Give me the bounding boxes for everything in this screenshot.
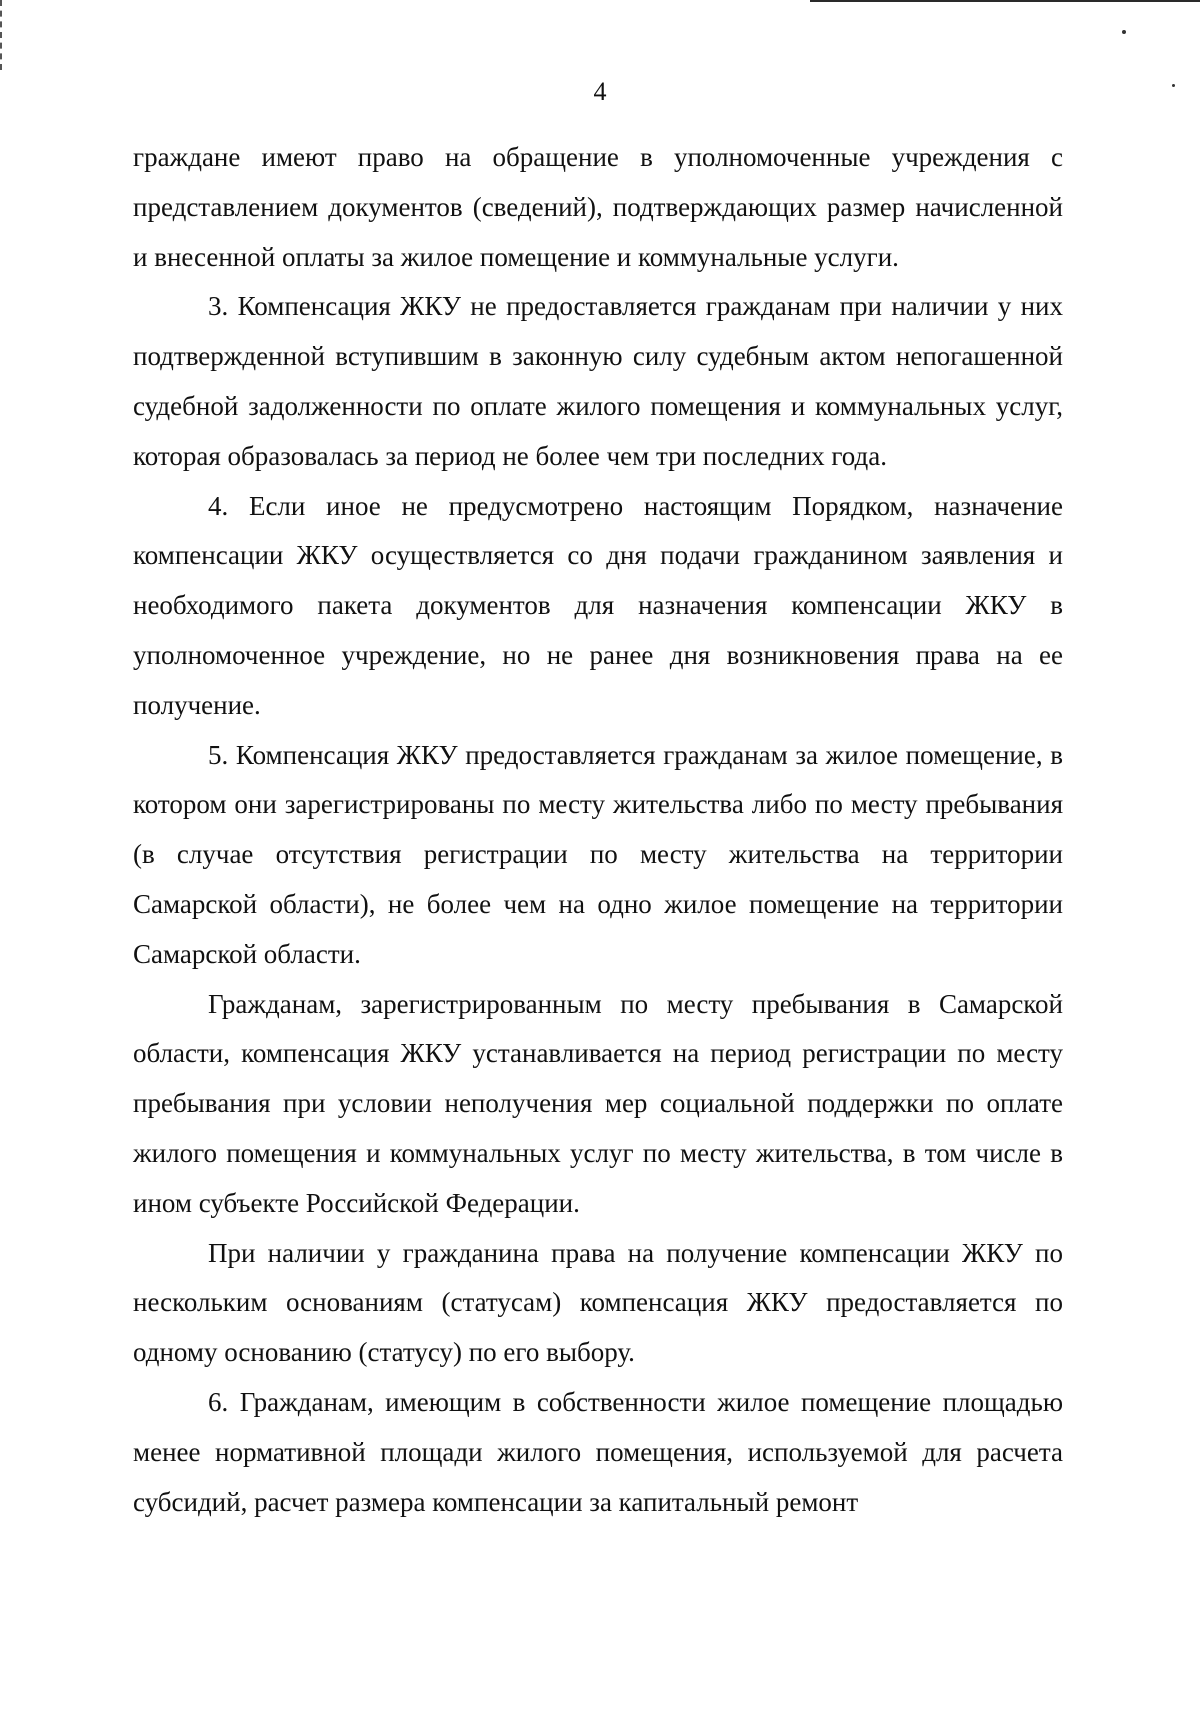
body-text bbox=[133, 133, 1063, 1527]
scan-speck bbox=[1122, 30, 1126, 34]
paragraph: 3. Компенсация ЖКУ не предоставляется гражданам при наличии у них подтвержденной вступившим в законную силу судебным актом непогашенной судебной задолженности по оплате жилого помещения и коммунальных услуг, которая образовалась за период не более чем три последних года. bbox=[133, 291, 1063, 471]
paragraph: 4. Если иное не предусмотрено настоящим Порядком, назначение компенсации ЖКУ осуществляется со дня подачи гражданином заявления и необходимого пакета документов для назначения компенсации ЖКУ в уполномоченное учреждение, но не ранее дня возникновения права на ее получение. bbox=[133, 490, 1063, 720]
scan-edge-line bbox=[810, 0, 1200, 2]
paragraph: При наличии у гражданина права на получение компенсации ЖКУ по нескольким основаниям (статусам) компенсация ЖКУ предоставляется по одному основанию (статусу) по его выбору. bbox=[133, 1237, 1063, 1368]
paragraph: граждане имеют право на обращение в уполномоченные учреждения с представлением документов (сведений), подтверждающих размер начисленной и внесенной оплаты за жилое помещение и коммунальные услуги. bbox=[133, 142, 1063, 272]
paragraph: Гражданам, зарегистрированным по месту пребывания в Самарской области, компенсация ЖКУ устанавливается на период регистрации по месту пребывания при условии неполучения мер социальной поддержки по оплате жилого помещения и коммунальных услуг по месту жительства, в том числе в ином субъекте Российской Федерации. bbox=[133, 988, 1063, 1218]
paragraph: 5. Компенсация ЖКУ предоставляется гражданам за жилое помещение, в котором они зарегистрированы по месту жительства либо по месту пребывания (в случае отсутствия регистрации по месту жительства на территории Самарской области), не более чем на одно жилое помещение на территории Самарской области. bbox=[133, 739, 1063, 969]
paragraph: 6. Гражданам, имеющим в собственности жилое помещение площадью менее нормативной площади жилого помещения, используемой для расчета субсидий, расчет размера компенсации за капитальный ремонт bbox=[133, 1386, 1063, 1517]
scan-left-edge bbox=[0, 0, 5, 70]
page-number: 4 bbox=[593, 77, 607, 106]
